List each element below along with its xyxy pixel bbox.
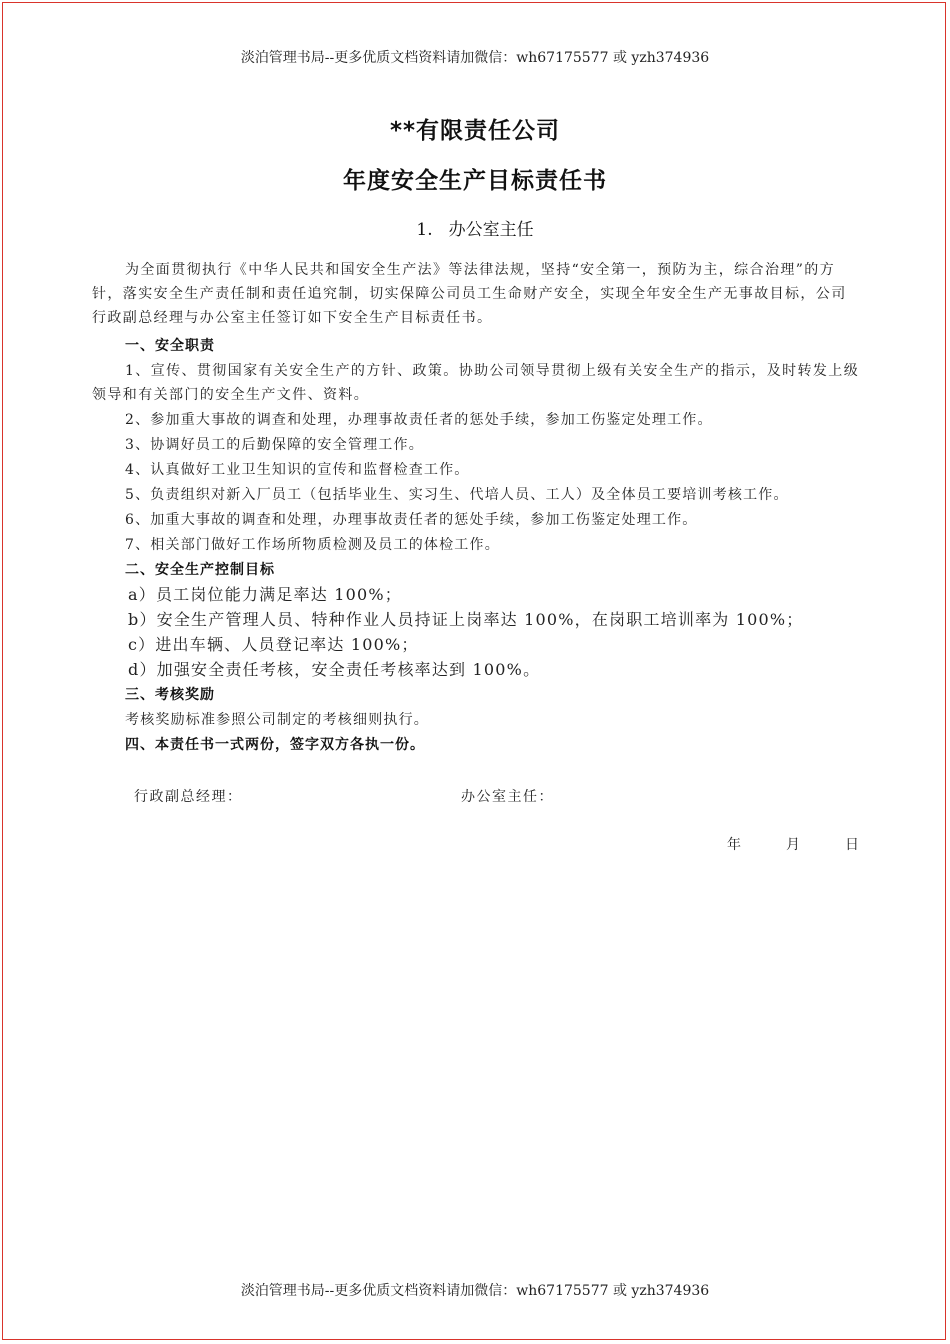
duty-item-1: 1、宣传、贯彻国家有关安全生产的方针、政策。协助公司领导贯彻上级有关安全生产的指示，及时转发上级领导和有关部门的安全生产文件、资料。	[92, 363, 860, 403]
duty-item-3: 3、协调好员工的后勤保障的安全管理工作。	[125, 437, 424, 453]
target-item-b: b）安全生产管理人员、特种作业人员持证上岗率达 100%，在岗职工培训率为 100%；	[128, 610, 804, 629]
signature-label-office-director: 办公室主任：	[461, 789, 554, 805]
section-heading	[0, 215, 950, 240]
section-number: 1.	[416, 220, 433, 240]
company-title: **有限责任公司	[389, 118, 561, 144]
part3-heading: 三、考核奖励	[125, 687, 215, 703]
part3-text: 考核奖励标准参照公司制定的考核细则执行。	[125, 712, 429, 728]
running-footer: 淡泊管理书局--更多优质文档资料请加微信：wh67175577 或 yzh374936	[240, 1283, 710, 1299]
section-title: 办公室主任	[448, 220, 534, 240]
document-title: 年度安全生产目标责任书	[343, 168, 607, 194]
part1-heading: 一、安全职责	[125, 338, 215, 354]
date-year: 年	[727, 837, 741, 853]
target-item-d: d）加强安全责任考核，安全责任考核率达到 100%。	[128, 660, 541, 679]
signature-label-vice-gm: 行政副总经理：	[134, 789, 243, 805]
duty-item-5: 5、负责组织对新入厂员工（包括毕业生、实习生、代培人员、工人）及全体员工要培训考核工作。	[125, 487, 789, 503]
duty-item-7: 7、相关部门做好工作场所物质检测及员工的体检工作。	[125, 537, 500, 553]
running-header: 淡泊管理书局--更多优质文档资料请加微信：wh67175577 或 yzh374936	[240, 50, 710, 66]
part2-heading: 二、安全生产控制目标	[125, 562, 275, 578]
target-item-a: a）员工岗位能力满足率达 100%；	[128, 585, 402, 604]
duty-item-4: 4、认真做好工业卫生知识的宣传和监督检查工作。	[125, 462, 470, 478]
duty-item-6: 6、加重大事故的调查和处理，办理事故责任者的惩处手续，参加工伤鉴定处理工作。	[125, 512, 698, 528]
date-day: 日	[845, 837, 859, 853]
duty-item-2: 2、参加重大事故的调查和处理，办理事故责任者的惩处手续，参加工伤鉴定处理工作。	[125, 412, 713, 428]
intro-paragraph: 为全面贯彻执行《中华人民共和国安全生产法》等法律法规，坚持“安全第一，预防为主，综合治理”的方针，落实安全生产责任制和责任追究制，切实保障公司员工生命财产安全，实现全年安全生产无事故目标，公司行政副总经理与办公室主任签订如下安全生产目标责任书。	[92, 262, 847, 326]
target-item-c: c）进出车辆、人员登记率达 100%；	[128, 635, 419, 654]
part4-heading: 四、本责任书一式两份，签字双方各执一份。	[125, 737, 425, 753]
date-month: 月	[786, 837, 800, 853]
